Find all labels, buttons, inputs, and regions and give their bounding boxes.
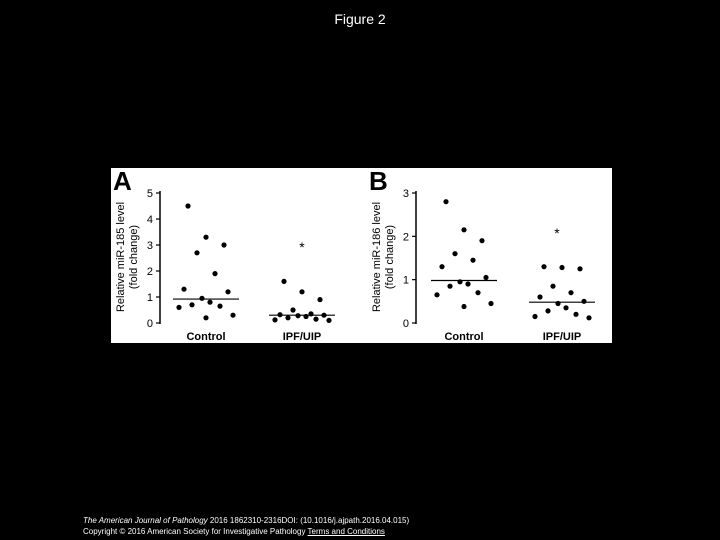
panel-b: [369, 168, 595, 343]
data-point: [199, 296, 204, 301]
points-a: [176, 203, 331, 323]
data-point: [313, 317, 318, 322]
data-point: [434, 292, 439, 297]
data-point: [532, 314, 537, 319]
data-point: [285, 315, 290, 320]
data-point: [272, 317, 277, 322]
figure-panel: [111, 168, 612, 343]
data-point: [483, 275, 488, 280]
data-point: [452, 251, 457, 256]
data-point: [203, 235, 208, 240]
figure-svg: [111, 168, 612, 343]
y-ticks-b: [403, 188, 416, 330]
terms-and-conditions-link[interactable]: Terms and Conditions: [307, 527, 385, 536]
data-point: [207, 300, 212, 305]
y-tick-label: 3: [146, 240, 153, 252]
data-point: [573, 312, 578, 317]
data-point: [447, 284, 452, 289]
data-point: [568, 290, 573, 295]
data-point: [281, 279, 286, 284]
data-point: [465, 281, 470, 286]
caption-copyright: [83, 527, 385, 537]
significance-a: *: [299, 239, 305, 255]
data-point: [559, 265, 564, 270]
y-axis-label-b-line1: Relative miR-186 level: [371, 201, 383, 313]
y-tick-label: 5: [146, 188, 153, 200]
y-tick-label: 2: [402, 231, 409, 244]
data-point: [221, 242, 226, 247]
x-label-a-ipf: IPF/UIP: [282, 331, 322, 343]
panel-label-a: A: [113, 168, 132, 196]
data-point: [479, 238, 484, 243]
data-point: [541, 264, 546, 269]
y-axis-label-a-line1: Relative miR-185 level: [115, 201, 127, 313]
y-axis-label-a-line2: (fold change): [128, 224, 140, 290]
data-point: [563, 305, 568, 310]
caption-citation: [83, 516, 409, 526]
data-point: [537, 294, 542, 299]
data-point: [439, 264, 444, 269]
data-point: [488, 301, 493, 306]
data-point: [189, 302, 194, 307]
data-point: [212, 271, 217, 276]
data-point: [299, 289, 304, 294]
data-point: [185, 203, 190, 208]
data-point: [577, 266, 582, 271]
significance-b: *: [554, 225, 560, 241]
y-tick-label: 4: [146, 214, 153, 226]
panel-label-b: B: [369, 168, 388, 196]
data-point: [230, 313, 235, 318]
data-point: [181, 287, 186, 292]
data-point: [545, 308, 550, 313]
data-point: [317, 297, 322, 302]
y-tick-label: 0: [146, 318, 153, 330]
x-label-b-control: Control: [444, 331, 484, 343]
citation-text: 2016 1862310-2316DOI: (10.1016/j.ajpath.2016.04.015): [207, 516, 410, 525]
data-point: [217, 304, 222, 309]
data-point: [550, 284, 555, 289]
data-point: [290, 307, 295, 312]
data-point: [176, 305, 181, 310]
data-point: [194, 250, 199, 255]
y-axis-label-b-line2: (fold change): [384, 224, 396, 290]
data-point: [326, 318, 331, 323]
data-point: [470, 258, 475, 263]
data-point: [461, 227, 466, 232]
x-label-a-control: Control: [186, 331, 226, 343]
data-point: [225, 289, 230, 294]
y-tick-label: 3: [402, 188, 409, 200]
y-tick-label: 1: [146, 292, 153, 304]
data-point: [443, 199, 448, 204]
copyright-text: Copyright © 2016 American Society for Investigative Pathology: [83, 527, 308, 536]
y-ticks-a: [147, 188, 160, 330]
x-label-b-ipf: IPF/UIP: [542, 331, 582, 343]
data-point: [581, 299, 586, 304]
data-point: [461, 304, 466, 309]
panel-a: [113, 168, 335, 343]
y-tick-label: 1: [402, 274, 409, 287]
slide-title: Figure 2: [334, 11, 386, 27]
data-point: [203, 315, 208, 320]
data-point: [586, 315, 591, 320]
journal-name: The American Journal of Pathology: [83, 516, 208, 525]
data-point: [475, 290, 480, 295]
y-tick-label: 0: [402, 318, 409, 330]
y-tick-label: 2: [146, 266, 153, 278]
